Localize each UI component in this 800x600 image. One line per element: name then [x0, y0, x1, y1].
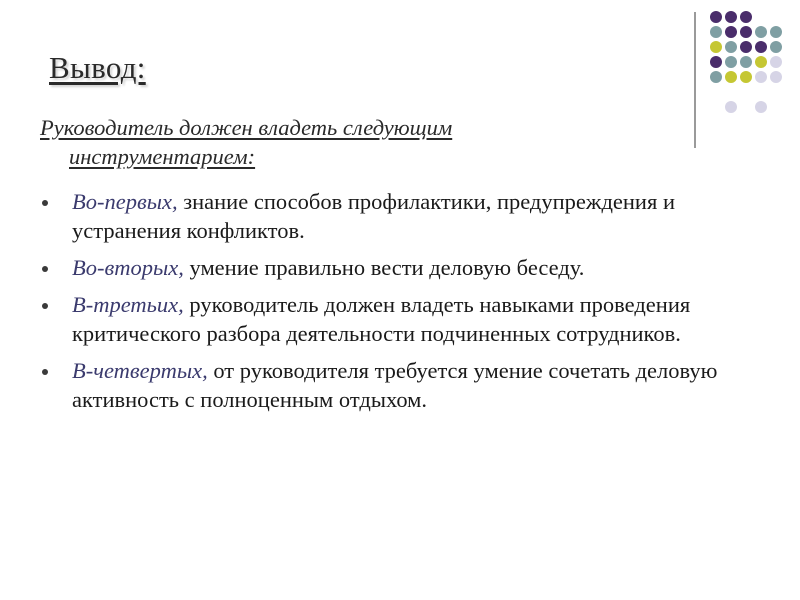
intro-line-1: Руководитель должен владеть следующим	[40, 115, 453, 140]
bullet-lead: Во-вторых,	[72, 255, 184, 280]
bullet-dot-icon	[42, 200, 48, 206]
bullet-item-2	[40, 253, 760, 282]
decorative-dot	[755, 101, 767, 113]
decorative-dot	[710, 71, 722, 83]
bullet-item-3	[40, 290, 760, 348]
decorative-dot	[725, 101, 737, 113]
slide-title: Вывод:	[49, 50, 146, 85]
bullet-text: от руководителя требуется умение сочетать деловую активность с полноценным отдыхом.	[72, 358, 718, 412]
bullet-item-4	[40, 356, 760, 414]
bullet-dot-icon	[42, 303, 48, 309]
decorative-dot	[770, 56, 782, 68]
bullet-item-1	[40, 187, 760, 245]
decorative-dot	[740, 26, 752, 38]
bullet-text: умение правильно вести деловую беседу.	[183, 255, 585, 280]
decorative-dot-grid	[710, 11, 778, 129]
decorative-dot	[755, 26, 767, 38]
decorative-dot	[725, 11, 737, 23]
bullet-text: знание способов профилактики, предупреждения и устранения конфликтов.	[72, 189, 675, 243]
decorative-dot	[710, 11, 722, 23]
bullet-lead: Во-первых,	[72, 189, 178, 214]
decorative-dot	[740, 41, 752, 53]
decorative-dot	[725, 41, 737, 53]
vertical-divider	[694, 12, 696, 148]
bullet-lead: В-третьих,	[72, 292, 184, 317]
decorative-dot	[740, 56, 752, 68]
intro-line-2: инструментарием:	[69, 144, 256, 169]
bullet-lead: В-четвертых,	[72, 358, 208, 383]
decorative-dot	[770, 41, 782, 53]
decorative-dot	[770, 71, 782, 83]
decorative-dot	[725, 56, 737, 68]
decorative-dot	[770, 26, 782, 38]
decorative-dot	[755, 56, 767, 68]
intro-text	[40, 113, 600, 171]
bullet-text: руководитель должен владеть навыками проведения критического разбора деятельности подчиненных сотрудников.	[72, 292, 691, 346]
decorative-dot	[710, 41, 722, 53]
decorative-dot	[740, 71, 752, 83]
decorative-dot	[725, 26, 737, 38]
bullet-dot-icon	[42, 369, 48, 375]
decorative-dot	[755, 41, 767, 53]
decorative-dot	[740, 11, 752, 23]
bullet-dot-icon	[42, 266, 48, 272]
decorative-dot	[710, 56, 722, 68]
bullet-list	[40, 187, 760, 422]
decorative-dot	[725, 71, 737, 83]
decorative-dot	[755, 71, 767, 83]
decorative-dot	[710, 26, 722, 38]
